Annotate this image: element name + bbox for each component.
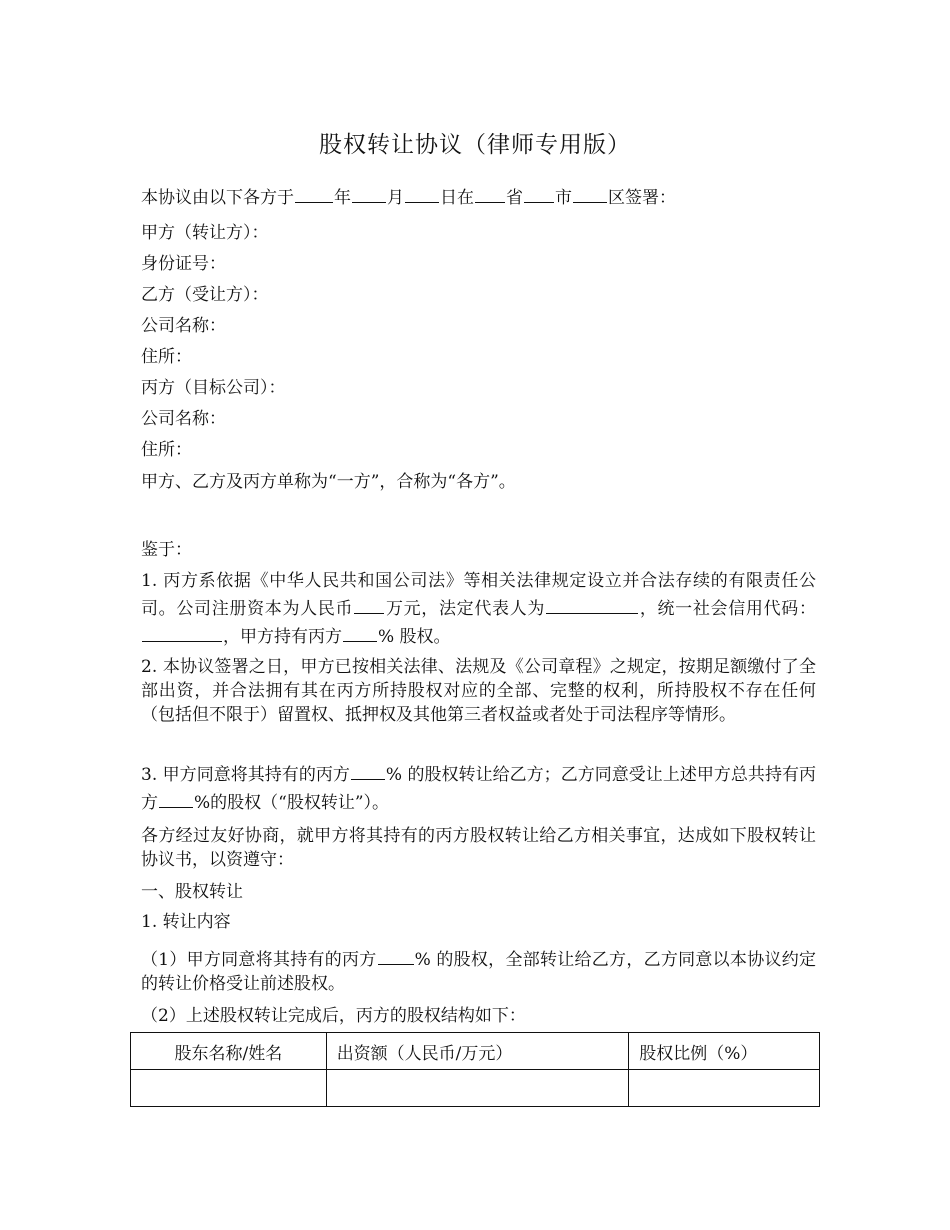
- table-cell: [326, 1070, 629, 1107]
- city-blank: [524, 184, 554, 203]
- table-header-cell: 出资额（人民币/万元）: [326, 1033, 629, 1070]
- table-cell: [629, 1070, 820, 1107]
- table-header-cell: 股权比例（%）: [629, 1033, 820, 1070]
- address-label: 住所：: [141, 347, 192, 367]
- equity-structure-table: [130, 1032, 820, 1107]
- district-blank: [573, 184, 607, 203]
- whereas-item-3: 3. 甲方同意将其持有的丙方 % 的股权转让给乙方；乙方同意受让上述甲方总共持有丙方 %的股权（“股权转让”）。: [141, 761, 816, 817]
- table-row: [131, 1070, 820, 1107]
- party-b-label: 乙方（受让方）：: [141, 285, 269, 305]
- percent-blank: [351, 761, 385, 780]
- table-header-row: [131, 1033, 820, 1070]
- table-cell: [131, 1070, 327, 1107]
- legal-rep-blank: [546, 595, 638, 614]
- day-blank: [405, 184, 439, 203]
- company-name-label: 公司名称：: [141, 409, 226, 429]
- company-name-label: 公司名称：: [141, 316, 226, 336]
- table-header-cell: 股东名称/姓名: [131, 1033, 327, 1070]
- section-1-1-heading: 1. 转让内容: [141, 912, 231, 932]
- consensus-paragraph: 各方经过友好协商，就甲方将其持有的丙方股权转让给乙方相关事宜，达成如下股权转让协议书，以资遵守：: [141, 826, 816, 870]
- clause-2: （2）上述股权转让完成后，丙方的股权结构如下：: [141, 1006, 526, 1026]
- credit-code-blank: [142, 623, 222, 642]
- address-label: 住所：: [141, 440, 192, 460]
- document-title: 股权转让协议（律师专用版）: [319, 132, 631, 158]
- percent-blank: [378, 946, 414, 965]
- section-1-heading: 一、股权转让: [141, 882, 243, 902]
- whereas-heading: 鉴于：: [141, 540, 192, 560]
- whereas-item-2: 2. 本协议签署之日，甲方已按相关法律、法规及《公司章程》之规定，按期足额缴付了全部出资，并合法拥有其在丙方所持股权对应的全部、完整的权利，所持股权不存在任何（包括但不限于）留置权、抵押权及其他第三者权益或者处于司法程序等情形。: [141, 657, 816, 725]
- whereas-item-1: 1. 丙方系依据《中华人民共和国公司法》等相关法律规定设立并合法存续的有限责任公司。公司注册资本为人民币 万元，法定代表人为 ，统一社会信用代码：，甲方持有丙方 % 股权。: [141, 571, 816, 647]
- party-a-label: 甲方（转让方）：: [141, 223, 269, 243]
- id-number-label: 身份证号：: [141, 254, 226, 274]
- parties-note: 甲方、乙方及丙方单称为“一方”，合称为“各方”。: [141, 472, 516, 492]
- year-blank: [295, 184, 333, 203]
- percent-blank: [343, 623, 377, 642]
- month-blank: [352, 184, 386, 203]
- percent-blank: [159, 789, 193, 808]
- province-blank: [475, 184, 505, 203]
- clause-1: （1）甲方同意将其持有的丙方 % 的股权，全部转让给乙方，乙方同意以本协议约定的转让价格受让前述股权。: [141, 946, 816, 996]
- party-c-label: 丙方（目标公司）：: [141, 378, 286, 398]
- capital-blank: [354, 595, 384, 614]
- signing-line: 本协议由以下各方于 年 月 日在 省 市 区签署：: [141, 183, 821, 213]
